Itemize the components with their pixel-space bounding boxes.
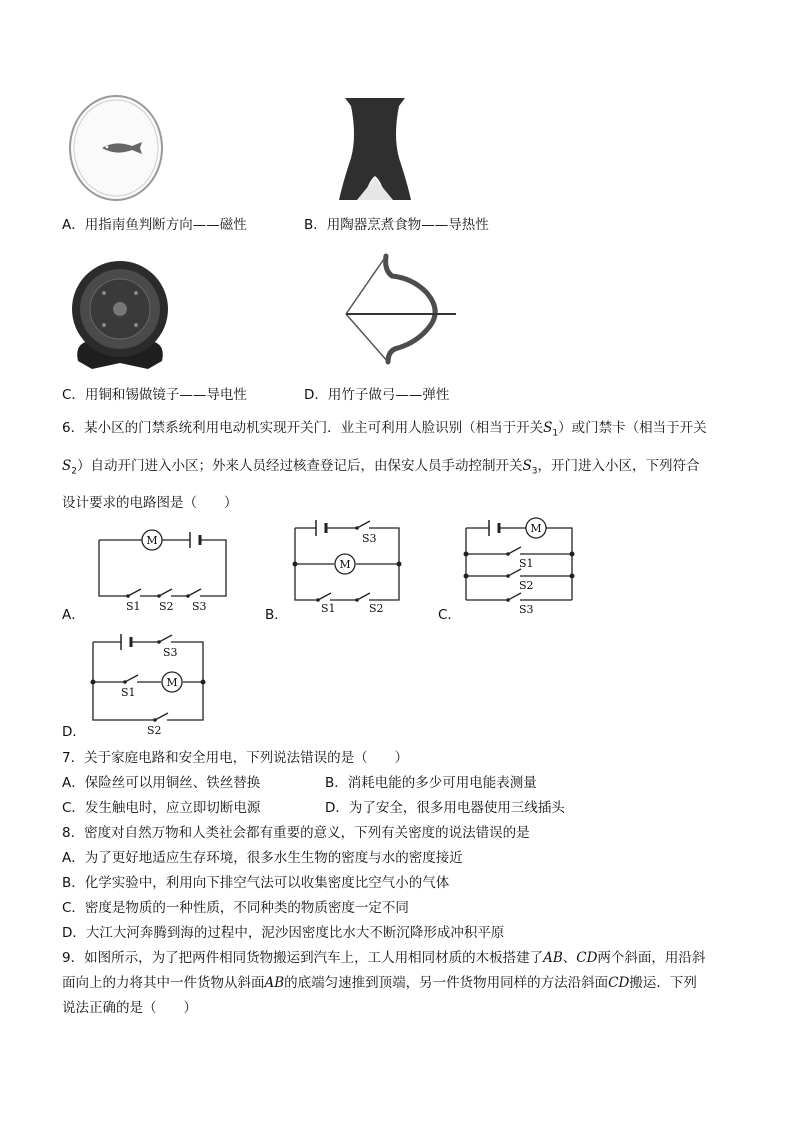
q8-option-a: A．为了更好地适应生存环境，很多水生生物的密度与水的密度接近 bbox=[62, 850, 463, 866]
q6-label-a: A． bbox=[62, 607, 85, 623]
compass-fish-image bbox=[66, 92, 166, 204]
circuit-c-diagram bbox=[458, 514, 582, 618]
q6-stem-line3: 设计要求的电路图是（ ） bbox=[62, 495, 238, 511]
svg-text:S1: S1 bbox=[321, 602, 336, 615]
bamboo-bow-image bbox=[338, 252, 460, 366]
q6-stem-line1: 6．某小区的门禁系统利用电动机实现开关门．业主可利用人脸识别（相当于开关$S_1$）或门禁卡（相当于开关 bbox=[62, 420, 707, 439]
svg-text:S2: S2 bbox=[159, 600, 174, 613]
pottery-tripod-image bbox=[337, 96, 413, 206]
svg-text:S3: S3 bbox=[192, 600, 207, 613]
svg-text:S3: S3 bbox=[519, 603, 534, 616]
q5-option-d: D．用竹子做弓——弹性 bbox=[304, 387, 450, 403]
svg-text:S3: S3 bbox=[163, 646, 178, 659]
circuit-b-diagram bbox=[285, 514, 413, 618]
svg-text:S2: S2 bbox=[147, 724, 162, 736]
q8-option-d: D．大江大河奔腾到海的过程中，泥沙因密度比水大不断沉降形成冲积平原 bbox=[62, 925, 505, 941]
circuit-d-diagram bbox=[85, 628, 213, 736]
q5-option-a: A．用指南鱼判断方向——磁性 bbox=[62, 217, 247, 233]
q8-option-b: B．化学实验中，利用向下排空气法可以收集密度比空气小的气体 bbox=[62, 875, 450, 891]
svg-text:S3: S3 bbox=[362, 532, 377, 545]
svg-text:M: M bbox=[530, 522, 542, 535]
q9-stem-line3: 说法正确的是（ ） bbox=[62, 1000, 197, 1016]
svg-text:S1: S1 bbox=[519, 557, 534, 570]
q8-stem: 8．密度对自然万物和人类社会都有重要的意义，下列有关密度的说法错误的是 bbox=[62, 825, 530, 841]
q6-stem-line2: $S_2$）自动开门进入小区；外来人员经过核查登记后，由保安人员手动控制开关$S_3$，开门进入小区，下列符合 bbox=[62, 458, 700, 477]
svg-text:M: M bbox=[339, 558, 351, 571]
q5-option-c: C．用铜和锡做镜子——导电性 bbox=[62, 387, 247, 403]
q6-label-b: B． bbox=[265, 607, 288, 623]
q6-label-c: C． bbox=[438, 607, 461, 623]
q9-stem-line2: 面向上的力将其中一件货物从斜面AB的底端匀速推到顶端，另一件货物用同样的方法沿斜面CD搬运．下列 bbox=[62, 975, 697, 991]
svg-text:S2: S2 bbox=[369, 602, 384, 615]
q8-option-c: C．密度是物质的一种性质，不同种类的物质密度一定不同 bbox=[62, 900, 409, 916]
svg-text:M: M bbox=[146, 534, 158, 547]
q9-stem-line1: 9．如图所示，为了把两件相同货物搬运到汽车上，工人用相同材质的木板搭建了AB、CD两个斜面，用沿斜 bbox=[62, 950, 706, 966]
bronze-mirror-image bbox=[64, 257, 176, 373]
svg-text:S1: S1 bbox=[121, 686, 136, 699]
q7-option-d: D．为了安全，很多用电器使用三线插头 bbox=[325, 800, 565, 816]
circuit-a-diagram bbox=[90, 522, 240, 618]
q7-stem: 7．关于家庭电路和安全用电，下列说法错误的是（ ） bbox=[62, 750, 409, 766]
q7-option-c: C．发生触电时，应立即切断电源 bbox=[62, 800, 261, 816]
q7-option-b: B．消耗电能的多少可用电能表测量 bbox=[325, 775, 537, 791]
q7-option-a: A．保险丝可以用铜丝、铁丝替换 bbox=[62, 775, 261, 791]
svg-text:M: M bbox=[166, 676, 178, 689]
svg-text:S1: S1 bbox=[126, 600, 141, 613]
q6-label-d: D． bbox=[62, 724, 86, 740]
q5-option-b: B．用陶器烹煮食物——导热性 bbox=[304, 217, 489, 233]
svg-text:S2: S2 bbox=[519, 579, 534, 592]
